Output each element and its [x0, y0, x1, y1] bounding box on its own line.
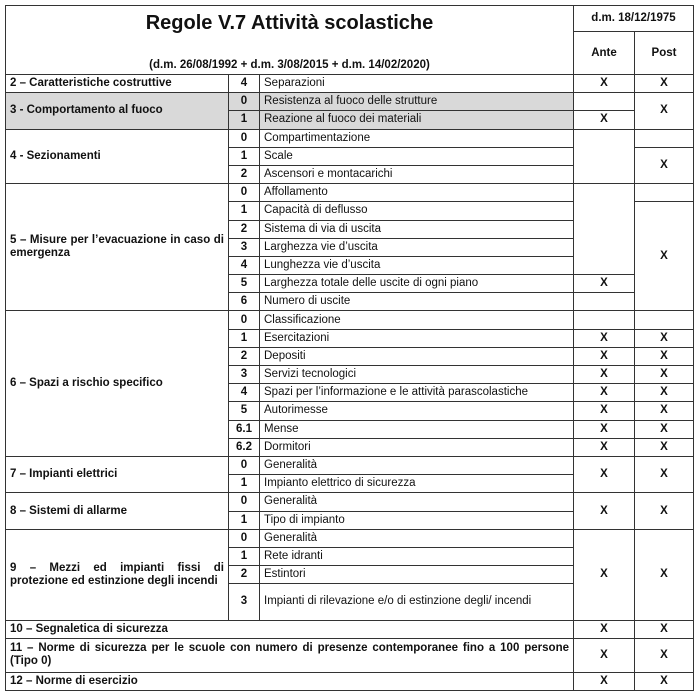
ante-mark: X [574, 402, 635, 420]
column-header-ante: Ante [574, 32, 635, 75]
ante-mark: X [574, 329, 635, 347]
ante-mark: X [574, 493, 635, 529]
ante-mark [574, 129, 635, 184]
table-row [6, 529, 694, 547]
item-text: Generalità [260, 456, 574, 474]
section-label: 3 - Comportamento al fuoco [6, 93, 229, 129]
post-mark [635, 311, 694, 329]
rules-table [5, 5, 694, 691]
ante-mark [574, 311, 635, 329]
table-row [6, 672, 694, 690]
ante-mark [574, 93, 635, 111]
item-text: Affollamento [260, 184, 574, 202]
post-mark: X [635, 75, 694, 93]
post-mark: X [635, 438, 694, 456]
item-number: 0 [229, 184, 260, 202]
item-number: 2 [229, 165, 260, 183]
post-mark [635, 129, 694, 147]
post-mark: X [635, 493, 694, 529]
table-subtitle: (d.m. 26/08/1992 + d.m. 3/08/2015 + d.m. 14/02/2020) [149, 59, 430, 71]
ante-mark: X [574, 366, 635, 384]
table-row [6, 493, 694, 511]
section-label: 6 – Spazi a rischio specifico [6, 311, 229, 457]
item-number: 6.1 [229, 420, 260, 438]
item-text: Ascensori e montacarichi [260, 165, 574, 183]
item-number: 0 [229, 311, 260, 329]
item-text: Generalità [260, 529, 574, 547]
item-number: 5 [229, 275, 260, 293]
item-number: 3 [229, 238, 260, 256]
section-label: 9 – Mezzi ed impianti fissi di protezione ed estinzione degli incendi [6, 529, 229, 620]
item-number: 1 [229, 111, 260, 129]
item-text: Compartimentazione [260, 129, 574, 147]
item-text: Scale [260, 147, 574, 165]
post-mark: X [635, 402, 694, 420]
table-row [6, 93, 694, 111]
item-text: Resistenza al fuoco delle strutture [260, 93, 574, 111]
ante-mark: X [574, 638, 635, 672]
item-number: 5 [229, 402, 260, 420]
ante-mark: X [574, 384, 635, 402]
table-title-cell [6, 6, 574, 75]
item-number: 3 [229, 584, 260, 620]
item-number: 0 [229, 93, 260, 111]
item-text: Servizi tecnologici [260, 366, 574, 384]
ante-mark: X [574, 438, 635, 456]
item-text: Larghezza vie d’uscita [260, 238, 574, 256]
section-label: 5 – Misure per l’evacuazione in caso di emergenza [6, 184, 229, 311]
post-mark: X [635, 147, 694, 183]
item-number: 1 [229, 475, 260, 493]
item-text: Rete idranti [260, 547, 574, 565]
dm-date-header: d.m. 18/12/1975 [574, 6, 694, 32]
item-number: 1 [229, 511, 260, 529]
item-number: 4 [229, 75, 260, 93]
table-row [6, 75, 694, 93]
post-mark: X [635, 347, 694, 365]
item-text: Capacità di deflusso [260, 202, 574, 220]
post-mark: X [635, 456, 694, 492]
ante-mark: X [574, 111, 635, 129]
item-number: 2 [229, 566, 260, 584]
item-number: 1 [229, 147, 260, 165]
item-number: 0 [229, 129, 260, 147]
item-text: Impianti di rilevazione e/o di estinzione degli/ incendi [260, 584, 574, 620]
item-text: Generalità [260, 493, 574, 511]
item-number: 0 [229, 493, 260, 511]
section-label: 2 – Caratteristiche costruttive [6, 75, 229, 93]
ante-mark [574, 293, 635, 311]
ante-mark: X [574, 75, 635, 93]
ante-mark: X [574, 620, 635, 638]
item-number: 4 [229, 256, 260, 274]
table-row [6, 311, 694, 329]
section-label: 8 – Sistemi di allarme [6, 493, 229, 529]
item-text: Mense [260, 420, 574, 438]
item-text: Reazione al fuoco dei materiali [260, 111, 574, 129]
item-text: Dormitori [260, 438, 574, 456]
item-number: 1 [229, 329, 260, 347]
item-text: Larghezza totale delle uscite di ogni piano [260, 275, 574, 293]
footer-row-label: 10 – Segnaletica di sicurezza [6, 620, 574, 638]
post-mark: X [635, 202, 694, 311]
item-number: 4 [229, 384, 260, 402]
post-mark [635, 184, 694, 202]
item-number: 0 [229, 456, 260, 474]
ante-mark: X [574, 529, 635, 620]
item-text: Lunghezza vie d’uscita [260, 256, 574, 274]
item-number: 3 [229, 366, 260, 384]
ante-mark [574, 184, 635, 275]
item-number: 1 [229, 202, 260, 220]
item-number: 1 [229, 547, 260, 565]
item-text: Sistema di via di uscita [260, 220, 574, 238]
item-text: Esercitazioni [260, 329, 574, 347]
ante-mark: X [574, 420, 635, 438]
table-title: Regole V.7 Attività scolastiche [145, 12, 434, 34]
item-number: 0 [229, 529, 260, 547]
item-text: Autorimesse [260, 402, 574, 420]
item-text: Estintori [260, 566, 574, 584]
item-text: Classificazione [260, 311, 574, 329]
item-text: Impianto elettrico di sicurezza [260, 475, 574, 493]
item-text: Separazioni [260, 75, 574, 93]
item-text: Depositi [260, 347, 574, 365]
section-label: 4 - Sezionamenti [6, 129, 229, 184]
footer-row-label: 12 – Norme di esercizio [6, 672, 574, 690]
item-text: Tipo di impianto [260, 511, 574, 529]
item-number: 6 [229, 293, 260, 311]
column-header-post: Post [635, 32, 694, 75]
section-label: 7 – Impianti elettrici [6, 456, 229, 492]
item-number: 6.2 [229, 438, 260, 456]
post-mark: X [635, 384, 694, 402]
post-mark: X [635, 366, 694, 384]
footer-row-label: 11 – Norme di sicurezza per le scuole con numero di presenze contemporanee fino a 100 persone (Tipo 0) [6, 638, 574, 672]
post-mark: X [635, 620, 694, 638]
item-number: 2 [229, 347, 260, 365]
ante-mark: X [574, 456, 635, 492]
ante-mark: X [574, 275, 635, 293]
table-row [6, 129, 694, 147]
item-text: Numero di uscite [260, 293, 574, 311]
post-mark: X [635, 672, 694, 690]
table-row [6, 620, 694, 638]
item-number: 2 [229, 220, 260, 238]
post-mark: X [635, 529, 694, 620]
item-text: Spazi per l’informazione e le attività parascolastiche [260, 384, 574, 402]
ante-mark: X [574, 672, 635, 690]
post-mark: X [635, 638, 694, 672]
table-row [6, 184, 694, 202]
post-mark: X [635, 93, 694, 129]
post-mark: X [635, 329, 694, 347]
post-mark: X [635, 420, 694, 438]
table-row [6, 456, 694, 474]
table-row [6, 638, 694, 672]
ante-mark: X [574, 347, 635, 365]
